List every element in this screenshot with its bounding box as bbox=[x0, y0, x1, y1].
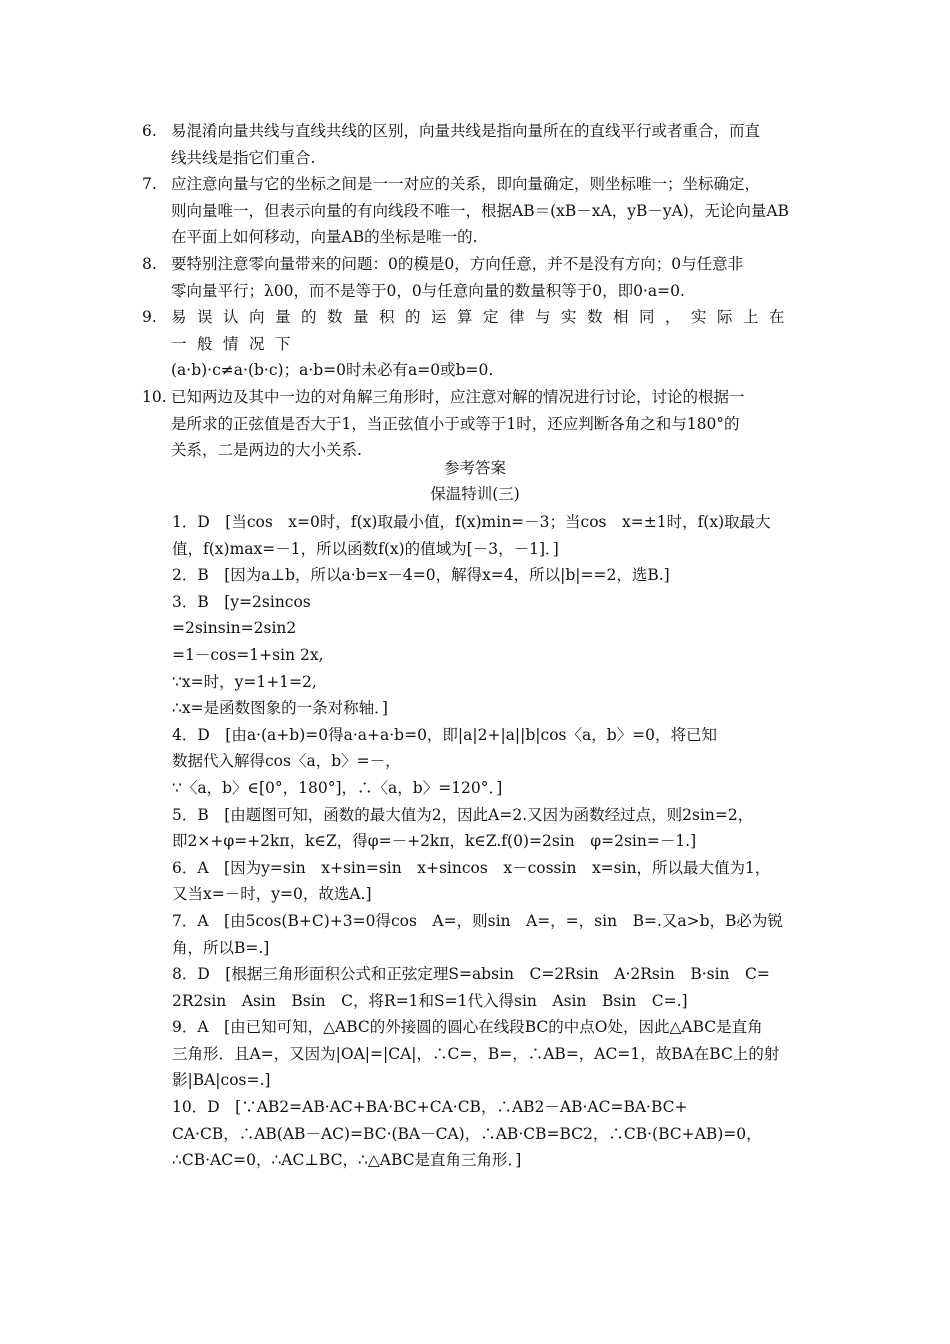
answer-line: 7．A [由5cos(B+C)+3=0得cos A=，则sin A=，=，sin B=.又a>b，B必为锐 bbox=[172, 911, 783, 930]
tip-line: 线共线是指它们重合. bbox=[171, 148, 316, 167]
tip-line: 零向量平行；λ00，而不是等于0，0与任意向量的数量积等于0，即0·a=0. bbox=[171, 281, 685, 300]
tip-line: 易混淆向量共线与直线共线的区别，向量共线是指向量所在的直线平行或者重合，而直 bbox=[171, 122, 761, 140]
tip-number: 7. bbox=[142, 175, 157, 194]
tip-10 bbox=[142, 384, 810, 464]
tip-line: 应注意向量与它的坐标之间是一一对应的关系，即向量确定，则坐标唯一；坐标确定， bbox=[171, 175, 761, 194]
answers-list bbox=[172, 509, 812, 1174]
section-heading: 保温特训(三) bbox=[430, 485, 520, 503]
tip-number: 6. bbox=[142, 122, 157, 140]
answer-line: ∴CB·AC=0，∴AC⊥BC，∴△ABC是直角三角形．] bbox=[172, 1151, 522, 1170]
answer-line: 1．D [当cos x=0时，f(x)取最小值，f(x)min=－3；当cos x=±1时，f(x)取最大 bbox=[172, 513, 771, 531]
answer-line: 3．B [y=2sincos bbox=[172, 592, 311, 611]
answer-line: 影|BA|cos=.] bbox=[172, 1071, 271, 1090]
answer-line: 值，f(x)max=－1，所以函数f(x)的值域为[－3，－1]．] bbox=[172, 539, 559, 558]
tip-number: 10. bbox=[142, 387, 167, 406]
answer-line: 4．D [由a·(a+b)=0得a·a+a·b=0，即|a|2+|a||b|cos〈a，b〉=0，将已知 bbox=[172, 725, 717, 744]
answer-line: 2．B [因为a⊥b，所以a·b=x－4=0，解得x=4，所以|b|==2，选B.] bbox=[172, 566, 670, 585]
tip-line: 已知两边及其中一边的对角解三角形时，应注意对解的情况进行讨论，讨论的根据一 bbox=[171, 387, 745, 406]
tip-line: 是所求的正弦值是否大于1，当正弦值小于或等于1时，还应判断各角之和与180°的 bbox=[171, 414, 740, 433]
answer-line: 5．B [由题图可知，函数的最大值为2，因此A=2.又因为函数经过点，则2sin=2， bbox=[172, 805, 754, 824]
answer-line: ∵〈a，b〉∈[0°，180°]，∴〈a，b〉=120°．] bbox=[172, 778, 503, 797]
answer-line: ∴x=是函数图象的一条对称轴．] bbox=[172, 699, 388, 718]
tip-line: 在平面上如何移动，向量AB的坐标是唯一的. bbox=[171, 228, 478, 247]
tips-list bbox=[142, 118, 810, 464]
tip-line: 要特别注意零向量带来的问题：0的模是0，方向任意，并不是没有方向；0与任意非 bbox=[171, 254, 744, 273]
answers-heading: 参考答案 bbox=[443, 459, 506, 477]
answer-line: 即2×+φ=+2kπ，k∈Z，得φ=－+2kπ，k∈Z.f(0)=2sin φ=2sin=－1.] bbox=[172, 832, 697, 851]
answer-line: 数据代入解得cos〈a，b〉=－， bbox=[172, 752, 401, 771]
answer-line: ∵x=时，y=1+1=2, bbox=[172, 672, 317, 691]
tip-number: 8. bbox=[142, 254, 157, 273]
tip-number: 9. bbox=[142, 308, 157, 327]
answer-line: 10．D [∵AB2=AB·AC+BA·BC+CA·CB，∴AB2－AB·AC=BA·BC+ bbox=[172, 1098, 688, 1117]
answer-line: =2sinsin=2sin2 bbox=[172, 619, 297, 638]
answer-line: 9．A [由已知可知，△ABC的外接圆的圆心在线段BC的中点O处，因此△ABC是直角 bbox=[172, 1018, 763, 1037]
tip-line: 易误认向量的数量积的运算定律与实数相同，实际上在一般情况下 bbox=[171, 308, 796, 353]
answer-line: 又当x=－时，y=0，故选A.] bbox=[172, 885, 372, 904]
tip-8 bbox=[142, 251, 810, 304]
tip-9 bbox=[142, 304, 810, 384]
tip-7 bbox=[142, 171, 810, 251]
answer-line: 6．A [因为y=sin x+sin=sin x+sincos x－cossin x=sin，所以最大值为1， bbox=[172, 858, 771, 877]
tip-6 bbox=[142, 118, 810, 171]
answer-line: CA·CB，∴AB(AB－AC)=BC·(BA－CA)，∴AB·CB=BC2，∴CB·(BC+AB)=0， bbox=[172, 1124, 762, 1143]
answer-line: 三角形．且A=，又因为|OA|=|CA|，∴C=，B=，∴AB=，AC=1，故BA在BC上的射 bbox=[172, 1044, 780, 1063]
tip-line: 关系，二是两边的大小关系. bbox=[171, 441, 362, 460]
tip-line: 则向量唯一，但表示向量的有向线段不唯一，根据AB＝(xB－xA，yB－yA)，无论向量AB bbox=[171, 201, 789, 220]
tip-line: (a·b)·c≠a·(b·c)；a·b=0时未必有a=0或b=0. bbox=[171, 361, 494, 380]
answer-line: 2R2sin Asin Bsin C，将R=1和S=1代入得sin Asin Bsin C=.] bbox=[172, 991, 688, 1010]
answer-line: 角，所以B=.] bbox=[172, 938, 270, 957]
answer-line: 8．D [根据三角形面积公式和正弦定理S=absin C=2Rsin A·2Rsin B·sin C= bbox=[172, 965, 770, 984]
answer-line: =1－cos=1+sin 2x, bbox=[172, 645, 324, 664]
